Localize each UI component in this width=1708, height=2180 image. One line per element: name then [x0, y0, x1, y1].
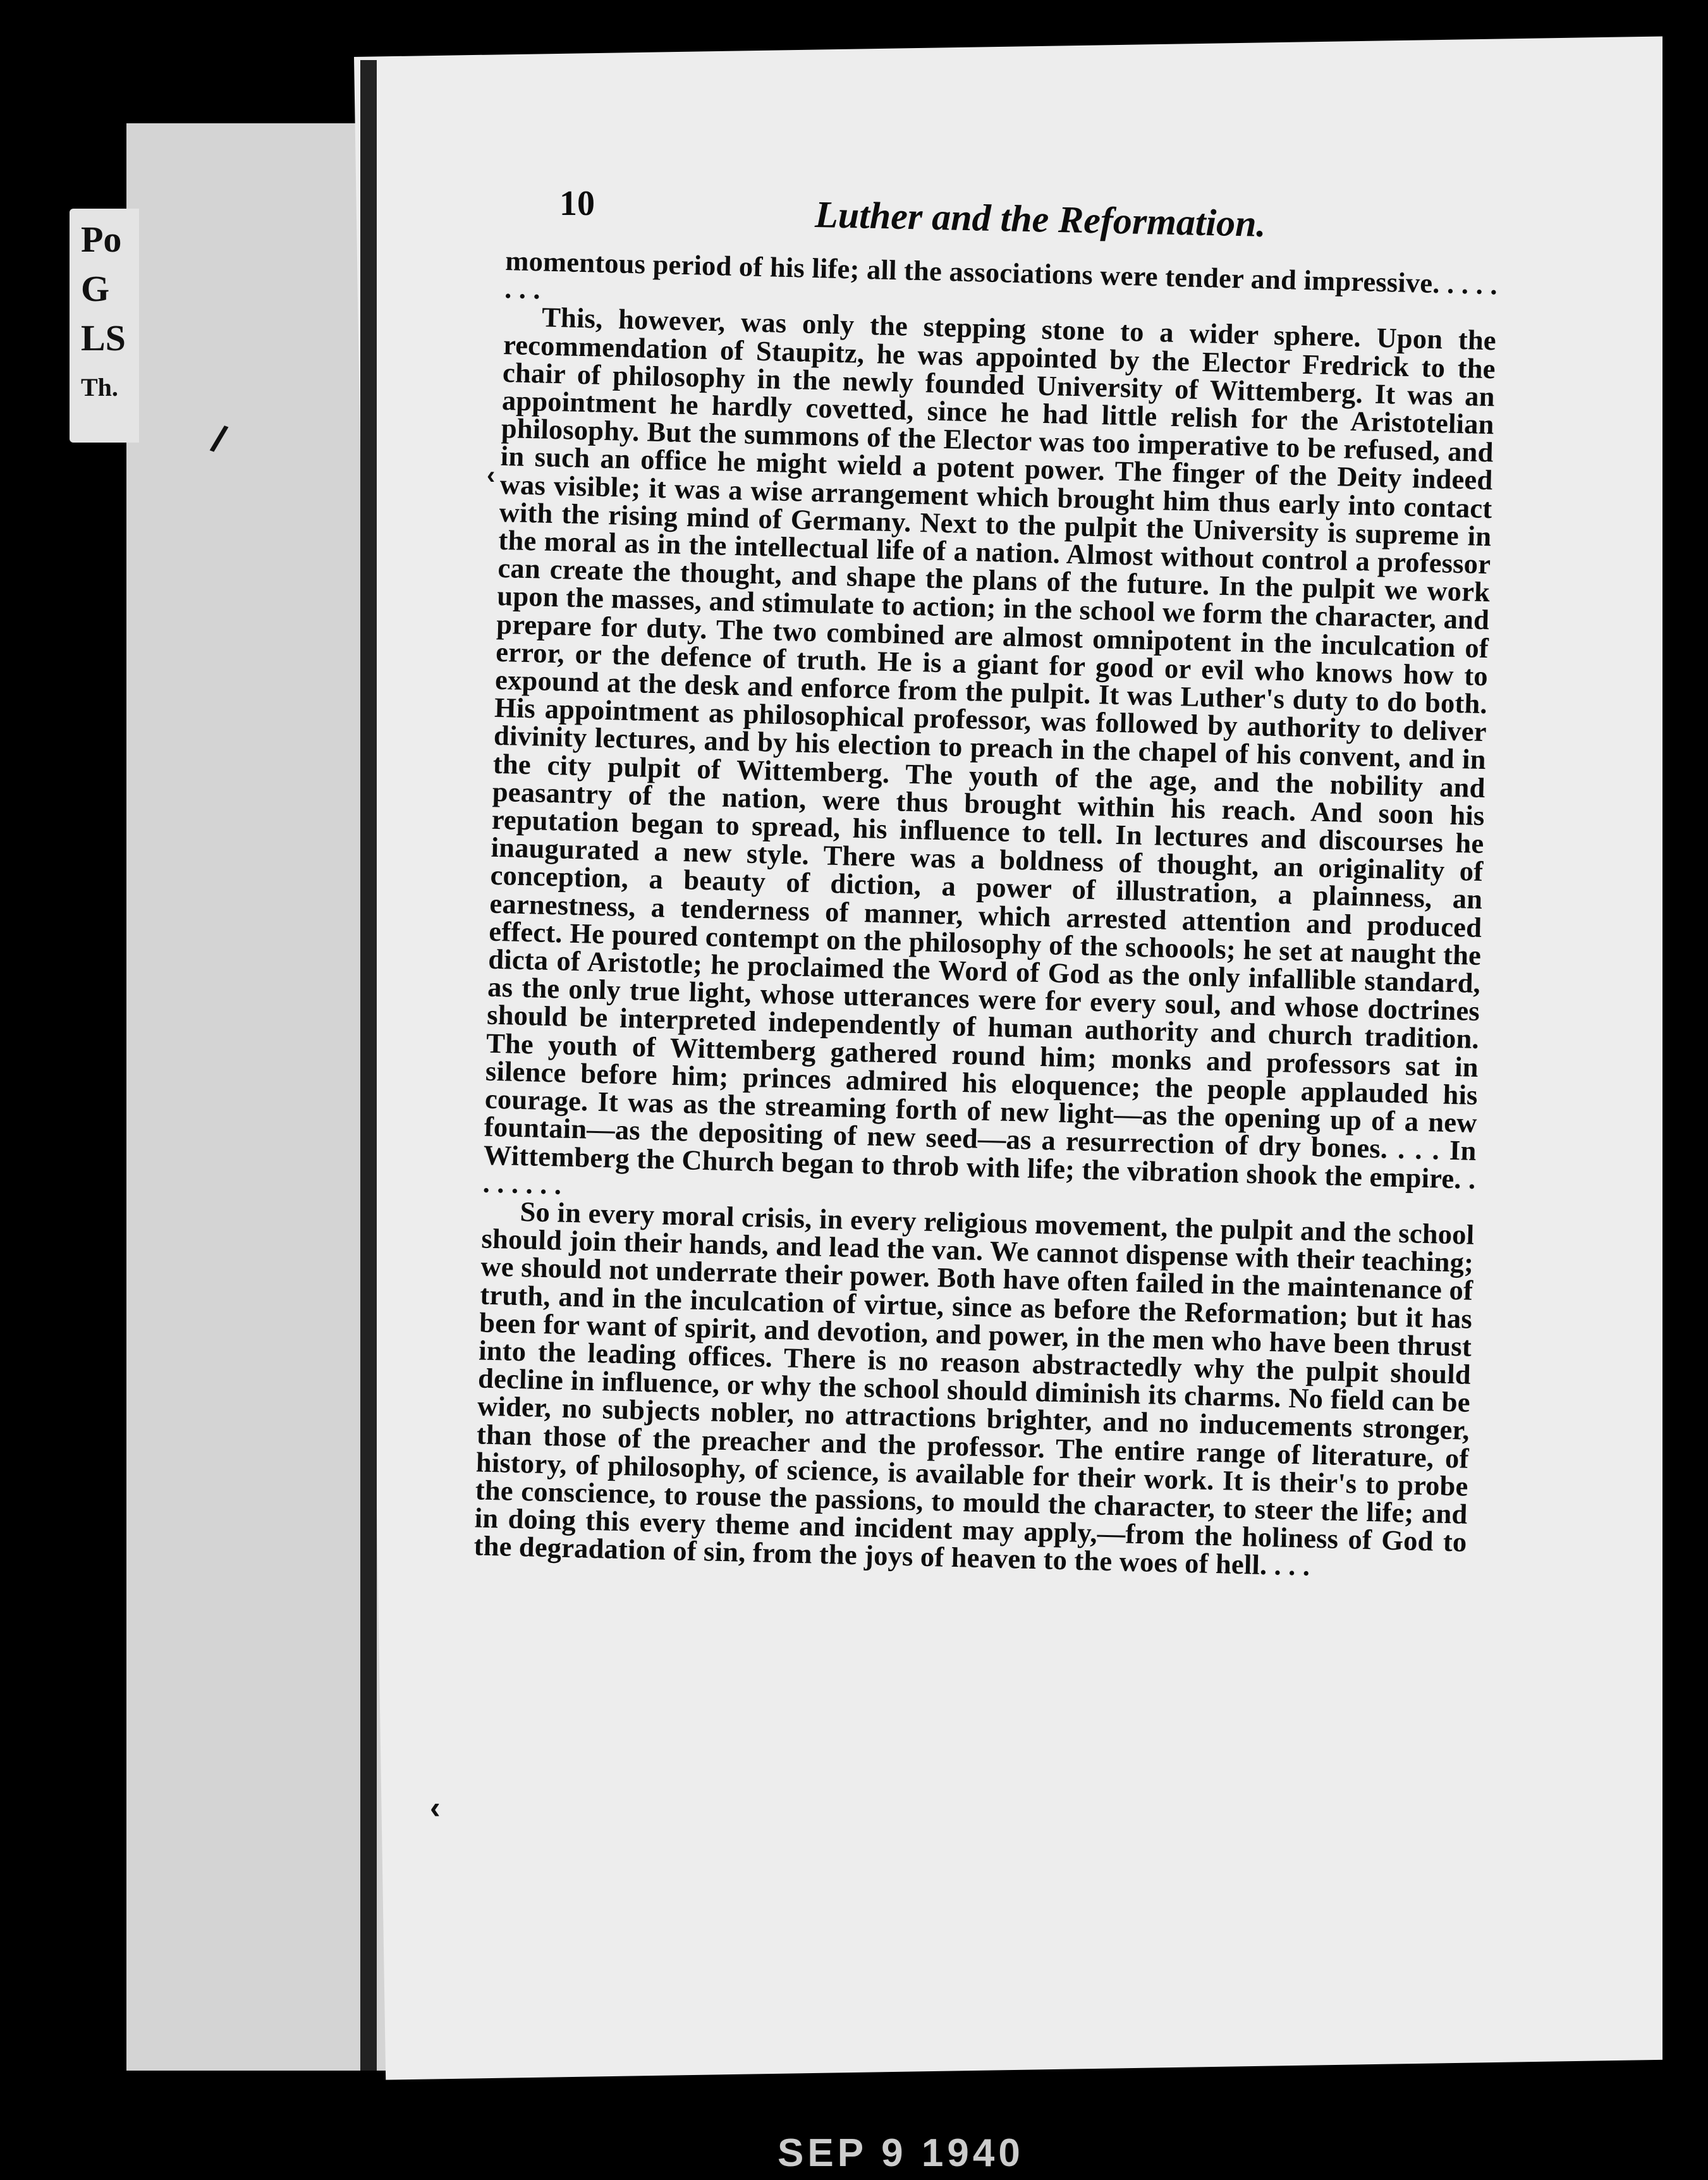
tab-line-3: LS [81, 317, 126, 358]
margin-index-tab [70, 209, 139, 443]
page-spine [360, 60, 377, 2071]
paragraph-2: This, however, was only the stepping stone to a wider sphere. Upon the recommendation of Staupitz, he was appointed by the Elector Fredrick to the chair of philosophy in the newly founded University of Wittemberg. It was an appointment he hardly covetted, since he had little relish for the Aristotelian philosophy. But the summons of the Elector was too imperative to be refused, and in such an office he might wield a potent power. The finger of the Deity indeed was visible; it was a wise arrangement which brought him thus early into contact with the rising mind of Germany. Next to the pulpit the University is supreme in the moral as in the intellectual life of a nation. Almost without control a professor can create the thought, and shape the plans of the future. In the pulpit we work upon the masses, and stimulate to action; in the school we form the character, and prepare for duty. The two combined are almost omnipotent in the inculcation of error, or the defence of truth. He is a giant for good or evil who knows how to expound at the desk and enforce from the pulpit. It was Luther's duty to do both. His appointment as philosophical professor, was followed by authority to deliver divinity lectures, and by his election to preach in the chapel of his convent, and in the city pulpit of Wittemberg. The youth of the age, and the nobility and peasantry of the nation, were thus brought within his reach. And soon his reputation began to spread, his influence to tell. In lectures and discourses he inaugurated a new style. There was a boldness of thought, an originality of conception, a beauty of diction, a power of illustration, a plainness, an earnestness, a tenderness of manner, which arrested attention and produced effect. He poured contempt on the philosophy of the schoools; he set at naught the dicta of Aristotle; he proclaimed the Word of God as the only infallible standard, as the only true light, whose utterances were for every soul, and whose doctrines should be interpreted independently of human authority and church tradition. The youth of Wittemberg gathered round him; monks and professors sat in silence before him; princes admired his eloquence; the people applauded his courage. It was as the streaming forth of new light—as the opening up of a new fountain—as the depositing of new seed—as a resurrection of dry bones. . . . In Wittemberg the Church began to throb with life; the vibration shook the empire. . . . . . . . [482, 301, 1497, 1201]
scan-border [1662, 0, 1708, 2180]
running-head: Luther and the Reformation. [814, 193, 1267, 245]
tab-line-4: Th. [81, 373, 118, 401]
page-number: 10 [559, 184, 595, 223]
tab-line-1: Po [81, 219, 122, 260]
body-text [473, 247, 1498, 1584]
paragraph-1: momentous period of his life; all the associations were tender and impressive. . . . . . . . [504, 245, 1498, 305]
margin-slash-mark: / [207, 417, 231, 461]
date-stamp: SEP 9 1940 [778, 2131, 1024, 2175]
margin-tick-mark: ‹ [487, 462, 496, 489]
margin-tick-mark: ‹ [430, 1790, 441, 1825]
adjacent-page-edge [126, 123, 386, 2071]
paragraph-3: So in every moral crisis, in every religious movement, the pulpit and the school should join their hands, and lead the van. We cannot dispense with their teaching; we should not underrate their power. Both have often failed in the maintenance of truth, and in the inculcation of virtue, since as before the Reformation; but it has been for want of spirit, and devotion, and power, in the men who have been thrust into the leading offices. There is no reason abstractedly why the pulpit should decline in influence, or why the school should diminish its charms. No field can be wider, no subjects nobler, no attractions brighter, and no inducements stronger, than those of the preacher and the professor. The entire range of literature, of history, of philosophy, of science, is available for their work. It is their's to probe the conscience, to rouse the passions, to mould the character, to steer the life; and in doing this every theme and incident may apply,—from the holiness of God to the degradation of sin, from the joys of heaven to the woes of hell. . . . [473, 1195, 1475, 1583]
tab-line-2: G [81, 268, 110, 309]
